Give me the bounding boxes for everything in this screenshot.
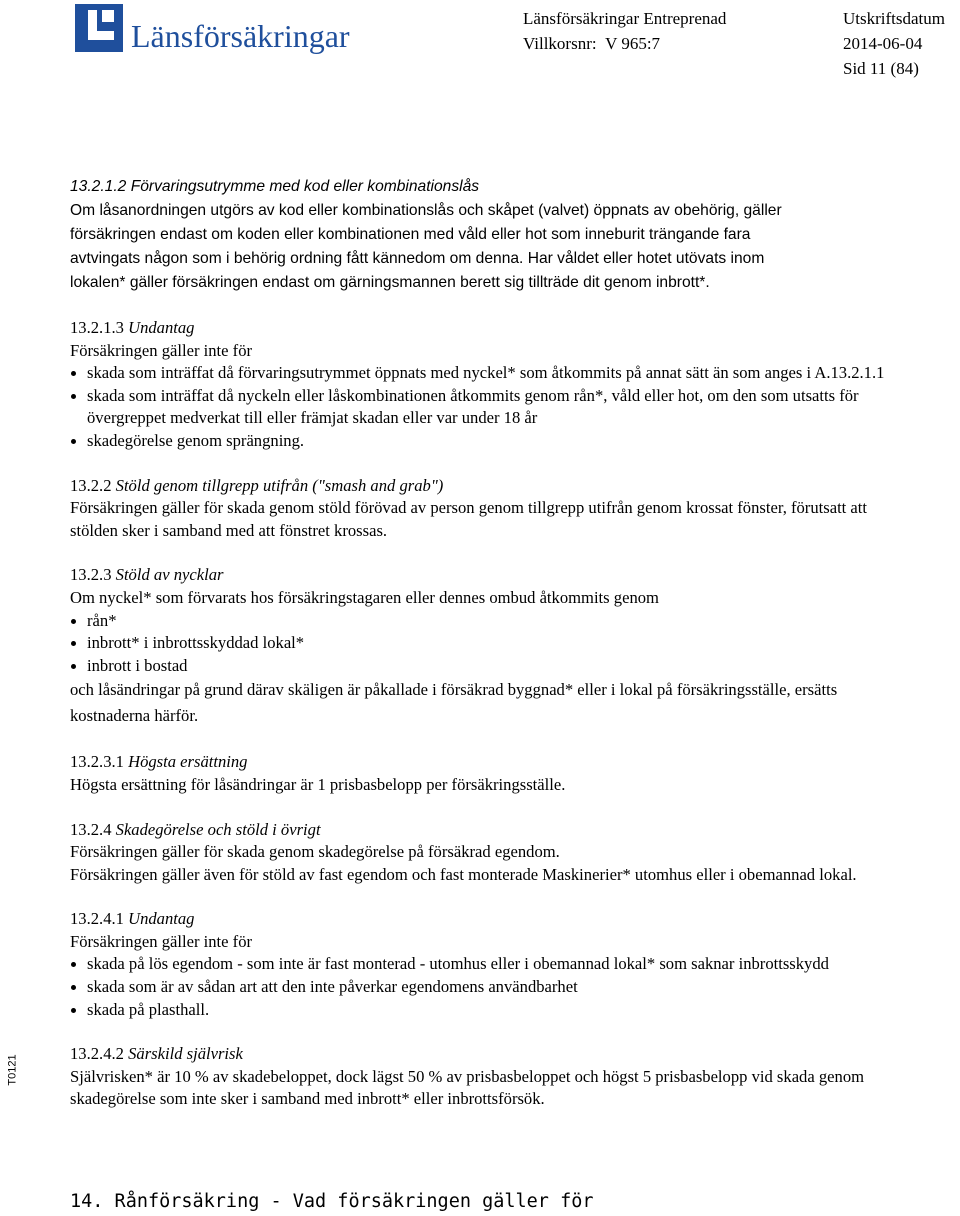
list-item: inbrott i bostad [70,655,890,678]
side-code [0,1040,26,1100]
list-item: skada som inträffat då förvaringsutrymmet öppnats med nyckel* som åtkommits på annat sätt än som anges i A.13.2.1.1 [70,362,890,385]
section-intro: Försäkringen gäller inte för [70,340,253,360]
section-13-2-4-2 [70,1043,890,1111]
document-header-info [523,6,726,56]
print-date: 2014-06-04 [843,34,923,53]
section-number: 13.2.4.2 [70,1044,124,1064]
list-item: skada som inträffat då nyckeln eller låskombinationen åtkommits genom rån*, våld eller hot, om den som utsatts för övergreppet medverkat till eller främjat skadan eller var under 18 år [70,385,890,430]
list-item: skada som är av sådan art att den inte påverkar egendomens användbarhet [70,976,890,999]
section-text: Självrisken* är 10 % av skadebeloppet, dock lägst 50 % av prisbasbeloppet och högst 5 prisbasbelopp vid skada genom skadegörelse som inte sker i samband med inbrott* eller inbrottsförsök. [70,1066,865,1109]
page-number: Sid 11 (84) [843,59,919,78]
section-number: 13.2.3 [70,565,112,585]
section-heading [70,475,890,498]
bullet-list [70,953,890,1021]
section-title: Högsta ersättning [128,752,248,772]
section-heading [70,751,890,774]
company-logo [75,4,375,66]
section-intro: Försäkringen gäller inte för [70,931,253,951]
section-title: Undantag [128,318,195,337]
logo-wordmark: Länsförsäkringar [131,18,350,54]
bullet-list [70,610,890,678]
section-number: 13.2.1.3 [70,318,124,337]
terms-label: Villkorsnr: [523,34,597,53]
list-item: skada på plasthall. [70,999,890,1022]
section-title: Särskild självrisk [128,1044,243,1064]
section-heading [70,317,890,340]
section-intro: Om nyckel* som förvarats hos försäkringstagaren eller dennes ombud åtkommits genom [70,587,659,607]
section-number: 13.2.4 [70,819,112,839]
section-text: Försäkringen gäller även för stöld av fast egendom och fast monterade Maskinerier* utomhus eller i obemannad lokal. [70,864,857,884]
section-13-2-3 [70,564,890,729]
section-number: 13.2.2 [70,475,112,495]
paragraph-line: lokalen* gäller försäkringen endast om gärningsmannen berett sig tillträde dit genom inbrott*. [70,274,710,291]
list-item: inbrott* i inbrottsskyddad lokal* [70,632,890,655]
paragraph-line: Om låsanordningen utgörs av kod eller kombinationslås och skåpet (valvet) öppnats av obehörig, gäller [70,202,782,219]
section-heading [70,819,890,842]
section-heading [70,564,890,587]
paragraph-line: försäkringen endast om koden eller kombinationen med våld eller hot som inneburit trängande fara [70,226,751,243]
paragraph-line: avtvingats någon som i behörig ordning fått kännedom om denna. Har våldet eller hotet utövats inom [70,250,765,267]
terms-value: V 965:7 [605,34,661,53]
section-title: Undantag [128,909,195,929]
bullet-list [70,362,890,452]
list-item: rån* [70,610,890,633]
section-heading: 13.2.1.2 Förvaringsutrymme med kod eller kombinationslås [70,178,480,195]
list-item: skada på lös egendom - som inte är fast monterad - utomhus eller i obemannad lokal* som saknar inbrottsskydd [70,953,890,976]
section-13-2-3-1 [70,751,890,796]
section-text: Försäkringen gäller för skada genom stöld förövad av person genom tillgrepp utifrån genom krossat fönster, förutsatt att stölden sker i samband med att fönstret krossas. [70,498,868,540]
section-title: Stöld av nycklar [115,565,224,585]
terms-line [523,31,726,56]
document-body [70,175,890,1111]
section-outro: och låsändringar på grund därav skäligen är påkallade i försäkrad byggnad* eller i lokal på försäkringsställe, ersätts kostnaderna härför. [70,680,838,726]
list-item: skadegörelse genom sprängning. [70,430,890,453]
section-text: Högsta ersättning för låsändringar är 1 prisbasbelopp per försäkringsställe. [70,774,566,794]
section-13-2-2 [70,475,890,543]
section-number: 13.2.3.1 [70,752,124,772]
section-text: Försäkringen gäller för skada genom skadegörelse på försäkrad egendom. [70,842,560,862]
section-heading [70,1043,890,1066]
section-13-2-4-1 [70,908,890,1021]
chapter-heading: 14. Rånförsäkring - Vad försäkringen gäller för [70,1191,594,1212]
side-code-text: T0121 [7,1054,20,1086]
section-heading [70,908,890,931]
section-13-2-1-2 [70,175,890,295]
section-title: Skadegörelse och stöld i övrigt [115,819,321,839]
logo-mark-icon [75,4,123,52]
print-date-label: Utskriftsdatum [843,9,945,28]
section-13-2-4 [70,819,890,887]
section-number: 13.2.4.1 [70,909,124,929]
section-13-2-1-3 [70,317,890,453]
print-info [843,6,945,81]
product-name: Länsförsäkringar Entreprenad [523,9,727,28]
section-title: Stöld genom tillgrepp utifrån ("smash and grab") [115,475,444,495]
